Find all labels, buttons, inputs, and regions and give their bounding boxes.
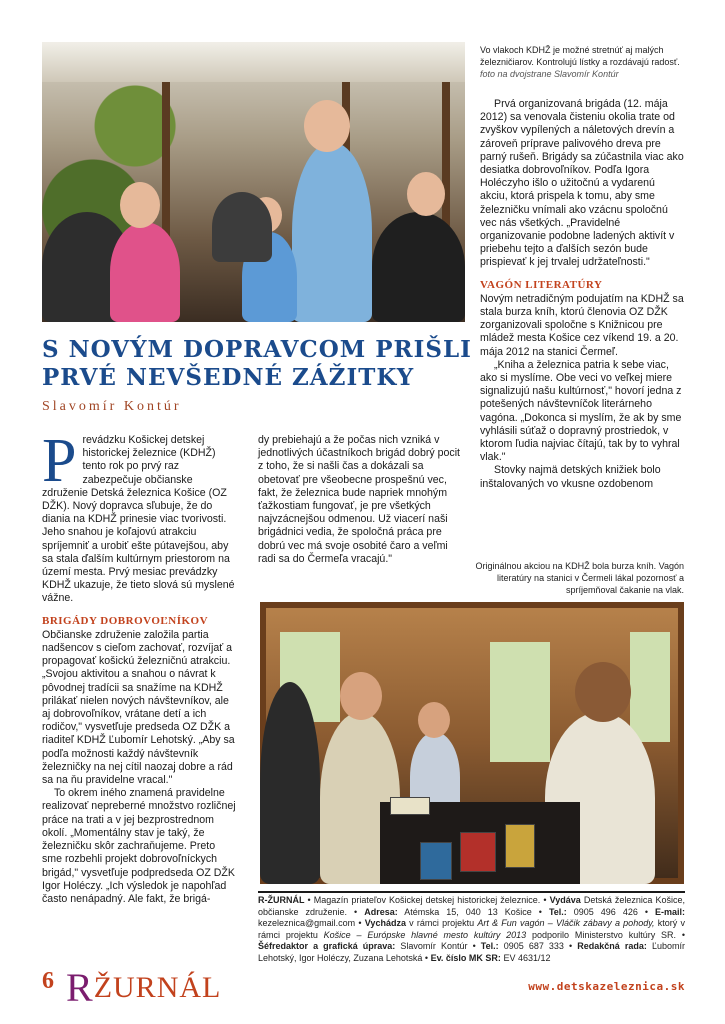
logo-r: R <box>66 965 94 1010</box>
paragraph-2: To okrem iného znamená pravidelne realizovať nepreberné množstvo rozličnej práce na trati a v jej bezprostrednom okolí. „Momentálny stav je taký, že železničku skôr zachraňujeme. Preto sme rozbehli projekt dobrovoľníckych brigád," vysvetľuje podpredseda OZ DŽK Igor Holéczy. „Ich výsledok je napohľad často nenápadný. Ale fakt, že brigá- <box>42 787 236 905</box>
paragraph-3: dy prebiehajú a že počas nich vzniká v jednotlivých účastníkoch brigád dobrý pocit z toho, že si našli čas a dokázali sa obetovať pre všeobecne prospešnú vec, fakt, že železnica bude napriek mnohým ťažkostiam fungovať, je pre všetkých najvzácnejšou odmenou. Už viacerí naši brigádnici vedia, že spoločná práca pre dobrú vec má svoje osobité čaro a veľmi radi sa do Čermeľa vracajú." <box>258 434 460 565</box>
imprint: R-ŽURNÁL • Magazín priateľov Košickej detskej historickej železnice. • Vydáva Detská železnica Košice, občianske združenie. • Adresa: Atémska 15, 040 13 Košice • Tel.: 0905 496 426 • E-mail: kezeleznica@gmail.com • Vychádza v rámci projektu Art & Fun vagón – Vláčik zábavy a pohody, ktorý v rámci projektu Košice – Európske hlavné mesto kultúry 2013 podporilo Ministerstvo kultúry SR. • Šéfredaktor a grafická úprava: Slavomír Kontúr • Tel.: 0905 687 333 • Redakčná rada: Ľubomír Lehotský, Igor Holéczy, Zuzana Lehotská • Ev. číslo MK SR: EV 4631/12 <box>258 895 686 963</box>
article-headline <box>42 336 482 392</box>
article-author: Slavomír Kontúr <box>42 399 182 414</box>
article-column-2 <box>258 434 464 566</box>
paragraph-6: „Kniha a železnica patria k sebe viac, ako si myslíme. Obe veci vo veľkej miere signalizujú našu kultúrnosť," hovorí jedna z potešených návštevníčok literárneho vagóna. „Dokonca si myslím, že ak by sme vyhlásili súťaž o dopravný prostriedok, v ktorom ľudia najviac čítajú, tak by to vyhral vlak." <box>480 358 682 464</box>
magazine-logo <box>66 960 222 1010</box>
page-number: 6 <box>42 968 54 994</box>
logo-text: ŽURNÁL <box>93 971 222 1004</box>
section-heading-brigady: BRIGÁDY DOBROVOĽNÍKOV <box>42 614 209 627</box>
paragraph-7: Stovky najmä detských knižiek bolo inštalovaných vo vkusne ozdobenom <box>480 464 661 490</box>
footer-rule <box>258 891 685 893</box>
paragraph-1: Občianske združenie založila partia nadšencov s cieľom zachovať, rozvíjať a propagovať košickú železničnú atrakciu. „Svojou aktivitou a snahou o návrat k pôvodnej tradícii sa snažíme na KDHŽ prilákať nielen nových návštevníkov, ale aj dobrovoľníkov, vrátane detí a ich rodičov," vysvetľuje predseda OZ DŽK a riaditeľ KDHŽ Ľubomír Lehotský. „Aby sa podľa možnosti každý návštevník železničky na nej cítil naozaj dobre a rád sa na ňu pravidelne vracal." <box>42 628 235 787</box>
section-heading-vagon: VAGÓN LITERATÚRY <box>480 278 603 291</box>
intro-paragraph <box>42 427 238 606</box>
headline-line-1: S NOVÝM DOPRAVCOM PRIŠLI <box>42 336 472 363</box>
drop-cap: P <box>42 427 77 495</box>
website-link[interactable]: www.detskazeleznica.sk <box>528 980 685 993</box>
paragraph-4: Prvá organizovaná brigáda (12. mája 2012) sa venovala čisteniu okolia trate od zvyškov vypílených a náletových drevín a zároveň príprave palivového dreva pre parný rušeň. Brigády sa zúčastnila viac ako desiatka dobrovoľníkov. Podľa Igora Holéczyho išlo o užitočnú a vydarenú akciu, ktorá prispela k tomu, aby sme železničku vnímali ako vzácnu spoločnú vec nás všetkých. „Pravidelné organizovanie podobne ladených aktivít v priebehu tejto a ďalších sezón bude prispievať k jej trvalej udržateľnosti." <box>480 98 684 269</box>
article-column-1 <box>42 427 238 906</box>
article-column-3 <box>480 98 685 491</box>
caption-top-text: Vo vlakoch KDHŽ je možné stretnúť aj malých železničiarov. Kontrolujú lístky a rozdávajú radosť. <box>480 45 680 67</box>
photo-credit: foto na dvojstrane Slavomír Kontúr <box>480 69 619 79</box>
headline-line-2: PRVÉ NEVŠEDNÉ ZÁŽITKY <box>42 364 415 391</box>
caption-bottom: Originálnou akciou na KDHŽ bola burza kníh. Vagón literatúry na stanici v Čermeli lákal pozornosť a spríjemňoval čakanie na vlak. <box>475 561 684 595</box>
photo-train-passengers <box>42 42 465 322</box>
paragraph-5: Novým netradičným podujatím na KDHŽ sa stala burza kníh, ktorú členovia OZ DŽK zorganizovali spoločne s Knižnicou pre mládež mesta Košice cez víkend 19. a 20. mája 2012 na stanici Čermeľ. <box>480 292 684 358</box>
photo-book-wagon <box>260 602 684 884</box>
intro-text: revádzku Košickej detskej historickej železnice (KDHŽ) tento rok po prvý raz zabezpečuje občianske združenie Detská železnica Košice (OZ DŽK). Nový dopravca sľubuje, že do diania na KDHŽ prinesie viac tvorivosti. Jeho snahou je koľajovú atrakciu spríjemniť a urobiť ešte pútavejšou, aby sa stala ďalším kultúrnym priestorom na území mesta. Prvý mesiac prevádzky KDHŽ ukazuje, že tieto slová sú myslené vážne. <box>42 434 235 605</box>
caption-top <box>480 44 685 80</box>
